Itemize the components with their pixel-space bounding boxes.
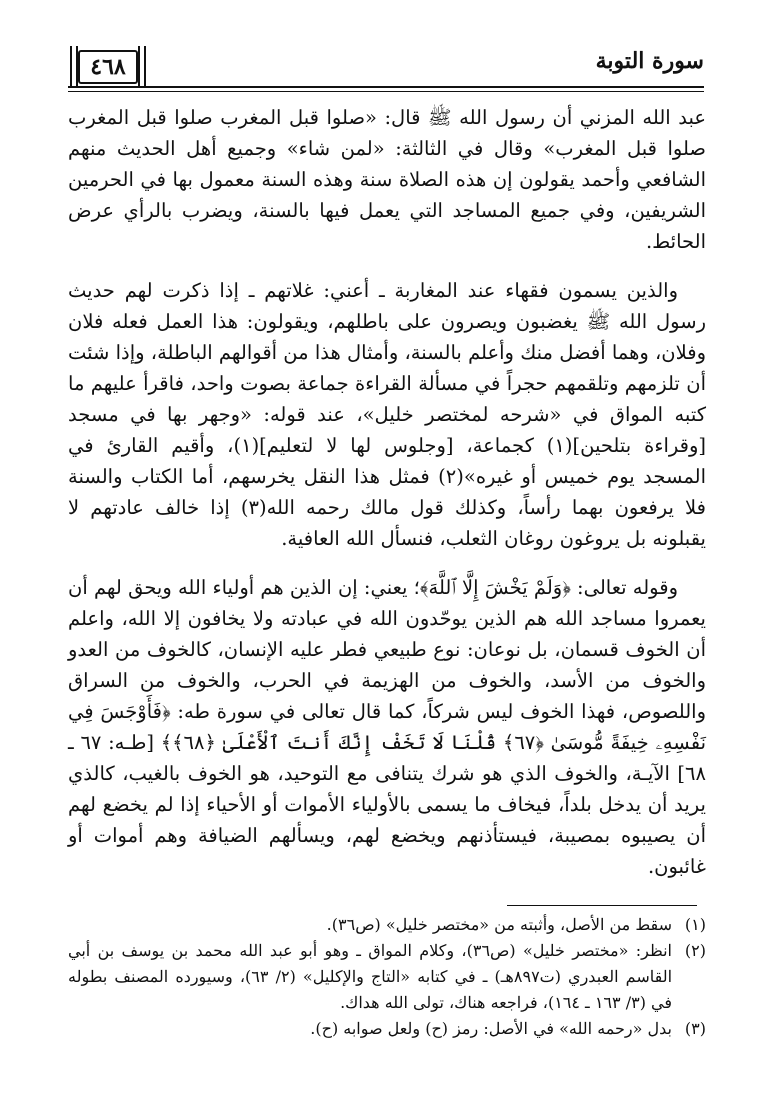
- footnote-number: (٢): [684, 941, 706, 960]
- footnote-number: (٣): [684, 1019, 706, 1038]
- page-header: [68, 44, 704, 96]
- header-divider-thin: [68, 91, 704, 92]
- footnote-text: انظر: «مختصر خليل» (ص٣٦)، وكلام المواق ـ وهو أبو عبد الله محمد بن يوسف بن أبي القاسم العبدري (ت٨٩٧هـ) ـ في كتابه «التاج والإكليل» (٢/ ٦٣)، وسيورده المصنف بطوله في (٣/ ١٦٣ ـ ١٦٤)، فراجعه هناك، تولى الله هداك.: [68, 941, 673, 1012]
- footnote-2: [68, 938, 706, 1016]
- footnote-divider: [507, 905, 697, 906]
- page-number: ٤٦٨: [78, 50, 138, 84]
- paragraph-3: وقوله تعالى: ﴿وَلَمْ يَخْشَ إِلَّا ٱللَّهَ﴾؛ يعني: إن الذين هم أولياء الله ويحق لهم أن يعمروا مساجد الله هم الذين يوحّدون الله في عبادته ولا يخافون إلا الله، واعلم أن الخوف قسمان، بل نوعان: نوع طبيعي فطر عليه الإنسان، كالخوف من العدو والخوف من الأسد، والخوف من الهزيمة في الحرب، والخوف من السراق واللصوص، فهذا الخوف ليس شركاً، كما قال تعالى في سورة طه: ﴿فَأَوْجَسَ فِي نَفْسِهِۦ خِيفَةً مُّوسَىٰ ﴿٦٧﴾ قُلْنَا لَا تَخَفْ إِنَّكَ أَنتَ ٱلْأَعْلَىٰ ﴿٦٨﴾﴾ [طـه: ٦٧ ـ ٦٨] الآيـة، والخوف الذي هو شرك يتنافى مع التوحيد، هو الخوف بالغيب، كالذي يريد أن يدخل بلداً، فيخاف ما يسمى بالأولياء الأموات أو الأحياء إذا لم يخضع لهم أن يصيبوه بمصيبة، فيستأذنهم ويخضع لهم، ويسألهم الضيافة وهم أموات أو غائبون.: [68, 576, 706, 878]
- header-divider: [68, 86, 704, 88]
- main-text: [68, 102, 706, 900]
- paragraph-1: عبد الله المزني أن رسول الله ﷺ قال: «صلوا قبل المغرب صلوا قبل المغرب صلوا قبل المغرب» وقال في الثالثة: «لمن شاء» وجميع أهل الحديث منهم الشافعي وأحمد يقولون إن هذه الصلاة سنة وهذه السنة معمول بها في الحرمين الشريفين، وفي جميع المساجد التي يعمل فيها بالسنة، ويضرب بالرأي عرض الحائط.: [68, 106, 706, 253]
- footnote-text: سقط من الأصل، وأثبته من «مختصر خليل» (ص٣٦).: [326, 915, 672, 934]
- footnote-1: [68, 912, 706, 938]
- surah-title: سورة التوبة: [595, 48, 704, 74]
- footnote-number: (١): [684, 915, 706, 934]
- footnote-text: بدل «رحمه الله» في الأصل: رمز (ح) ولعل صوابه (ح).: [310, 1019, 672, 1038]
- footnote-3: [68, 1016, 706, 1042]
- footnotes: [68, 912, 706, 1042]
- paragraph-2: والذين يسمون فقهاء عند المغاربة ـ أعني: غلاتهم ـ إذا ذكرت لهم حديث رسول الله ﷺ يغضبون ويصرون على باطلهم، ويقولون: هذا العمل فعله فلان وفلان، وهما أفضل منك وأعلم بالسنة، وأمثال هذا من أقوالهم الباطلة، وإذا شئت أن تلزمهم وتلقمهم حجراً في مسألة القراءة جماعة بصوت واحد، فاقرأ عليهم ما كتبه المواق في «شرحه لمختصر خليل»، عند قوله: «وجهر بها في مسجد [وقراءة بتلحين](١) كجماعة، [وجلوس لها لا لتعليم](١)، وأقيم القارئ في المسجد يوم خميس أو غيره»(٢) فمثل هذا النقل يخرسهم، أما الكتاب والسنة فلا يرفعون بهما رأساً، وكذلك قول مالك رحمه الله(٣) إذا خالف عادتهم لا يقبلونه بل يروغون روغان الثعلب، فنسأل الله العافية.: [68, 279, 707, 550]
